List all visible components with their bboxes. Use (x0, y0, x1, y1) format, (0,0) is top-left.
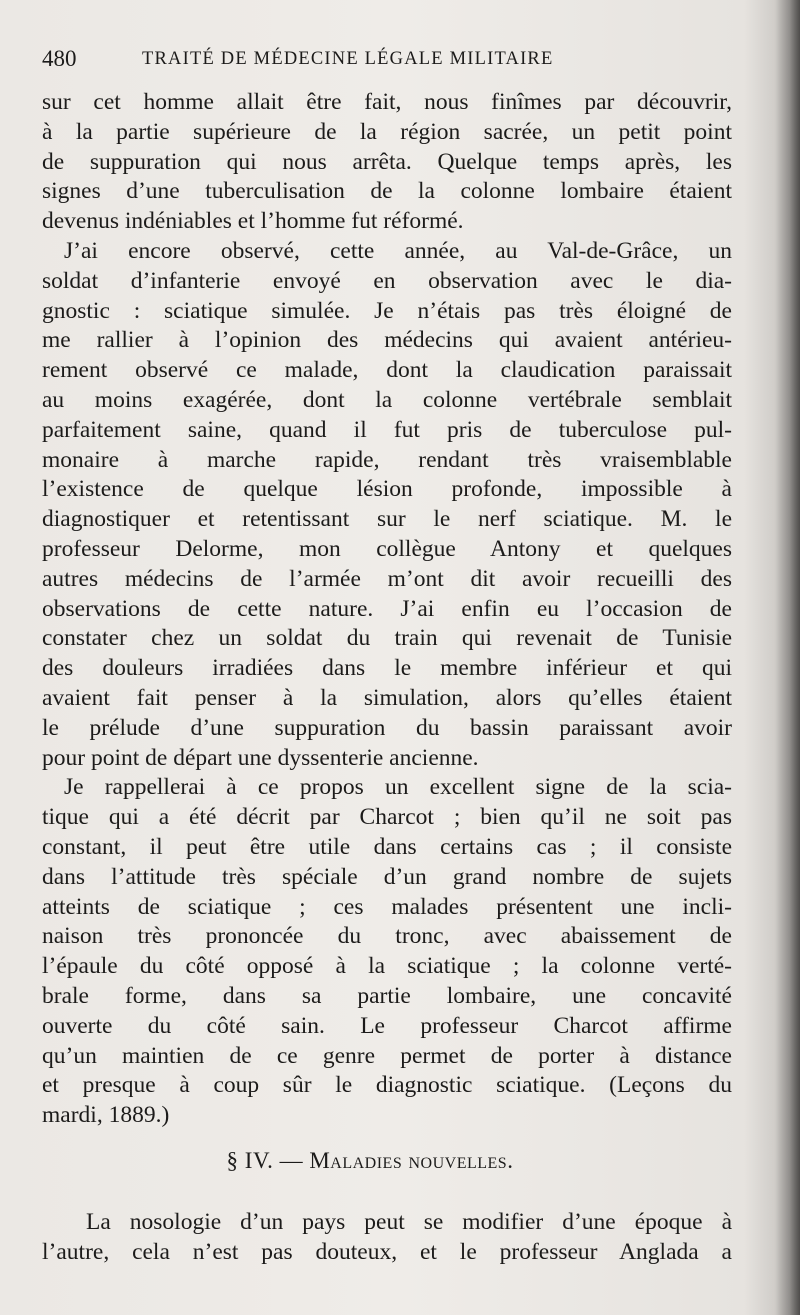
text-line: ouverte du côté sain. Le professeur Charcot affirme (42, 1012, 732, 1039)
body-text (42, 88, 732, 1131)
text-line: mardi, 1889.) (42, 1102, 170, 1129)
text-line: pour point de départ une dyssenterie ancienne. (42, 744, 479, 771)
text-line: devenus indéniables et l’homme fut réformé. (42, 208, 464, 235)
text-line: constater chez un soldat du train qui revenait de Tunisie (42, 625, 732, 652)
text-line: autres médecins de l’armée m’ont dit avoir recueilli des (42, 565, 732, 592)
text-line: dans l’attitude très spéciale d’un grand nombre de sujets (42, 863, 732, 890)
page-number: 480 (42, 46, 77, 71)
text-line: La nosologie d’un pays peut se modifier d’une époque à (86, 1209, 732, 1235)
text-line: signes d’une tuberculisation de la colonne lombaire étaient (42, 178, 732, 205)
text-line: au moins exagérée, dont la colonne vertébrale semblait (42, 386, 732, 413)
text-line: professeur Delorme, mon collègue Antony et quelques (42, 535, 732, 562)
text-line: des douleurs irradiées dans le membre inférieur et qui (42, 655, 732, 682)
text-line: sur cet homme allait être fait, nous finîmes par découvrir, (42, 89, 732, 115)
page-spine-shadow (774, 0, 800, 1315)
text-line: l’autre, cela n’est pas douteux, et le professeur Anglada a (42, 1238, 732, 1265)
paragraph-1 (42, 88, 732, 237)
text-line: observations de cette nature. J’ai enfin eu l’occasion de (42, 595, 732, 622)
text-line: monaire à marche rapide, rendant très vraisemblable (42, 446, 732, 473)
text-line: avaient fait penser à la simulation, alors qu’elles étaient (42, 684, 732, 711)
paragraph-3 (42, 773, 732, 1131)
text-line: diagnostiquer et retentissant sur le nerf sciatique. M. le (42, 506, 732, 533)
text-line: l’existence de quelque lésion profonde, impossible à (42, 476, 732, 503)
paragraph-2 (42, 237, 732, 773)
text-line: atteints de sciatique ; ces malades présentent une incli- (42, 893, 732, 920)
text-line: brale forme, dans sa partie lombaire, une concavité (42, 982, 732, 1009)
page-header (42, 46, 742, 76)
text-line: qu’un maintien de ce genre permet de porter à distance (42, 1042, 732, 1069)
text-line: J’ai encore observé, cette année, au Val-de-Grâce, un (64, 237, 732, 264)
text-line: soldat d’infanterie envoyé en observation avec le dia- (42, 267, 732, 294)
text-line: l’épaule du côté opposé à la sciatique ; la colonne verté- (42, 953, 732, 980)
text-line: tique qui a été décrit par Charcot ; bien qu’il ne soit pas (42, 804, 732, 831)
text-line: et presque à coup sûr le diagnostic sciatique. (Leçons du (42, 1072, 732, 1099)
section-heading-title: Maladies nouvelles. (309, 1148, 514, 1173)
text-line: parfaitement saine, quand il fut pris de tuberculose pul- (42, 416, 732, 443)
text-line: le prélude d’une suppuration du bassin paraissant avoir (42, 714, 732, 741)
text-line: de suppuration qui nous arrêta. Quelque temps après, les (42, 148, 732, 175)
text-line: me rallier à l’opinion des médecins qui avaient antérieu- (42, 327, 732, 354)
paragraph-4 (42, 1208, 732, 1268)
text-line: gnostic : sciatique simulée. Je n’étais pas très éloigné de (42, 297, 732, 324)
running-title: TRAITÉ DE MÉDECINE LÉGALE MILITAIRE (142, 49, 554, 69)
text-line: à la partie supérieure de la région sacrée, un petit point (42, 118, 732, 145)
text-line: rement observé ce malade, dont la claudication paraissait (42, 357, 732, 384)
text-line: naison très prononcée du tronc, avec abaissement de (42, 923, 732, 950)
text-line: constant, il peut être utile dans certains cas ; il consiste (42, 833, 732, 860)
section-heading (0, 1148, 740, 1174)
section-heading-prefix: § IV. — (226, 1148, 310, 1173)
text-line: Je rappellerai à ce propos un excellent signe de la scia- (64, 774, 732, 801)
